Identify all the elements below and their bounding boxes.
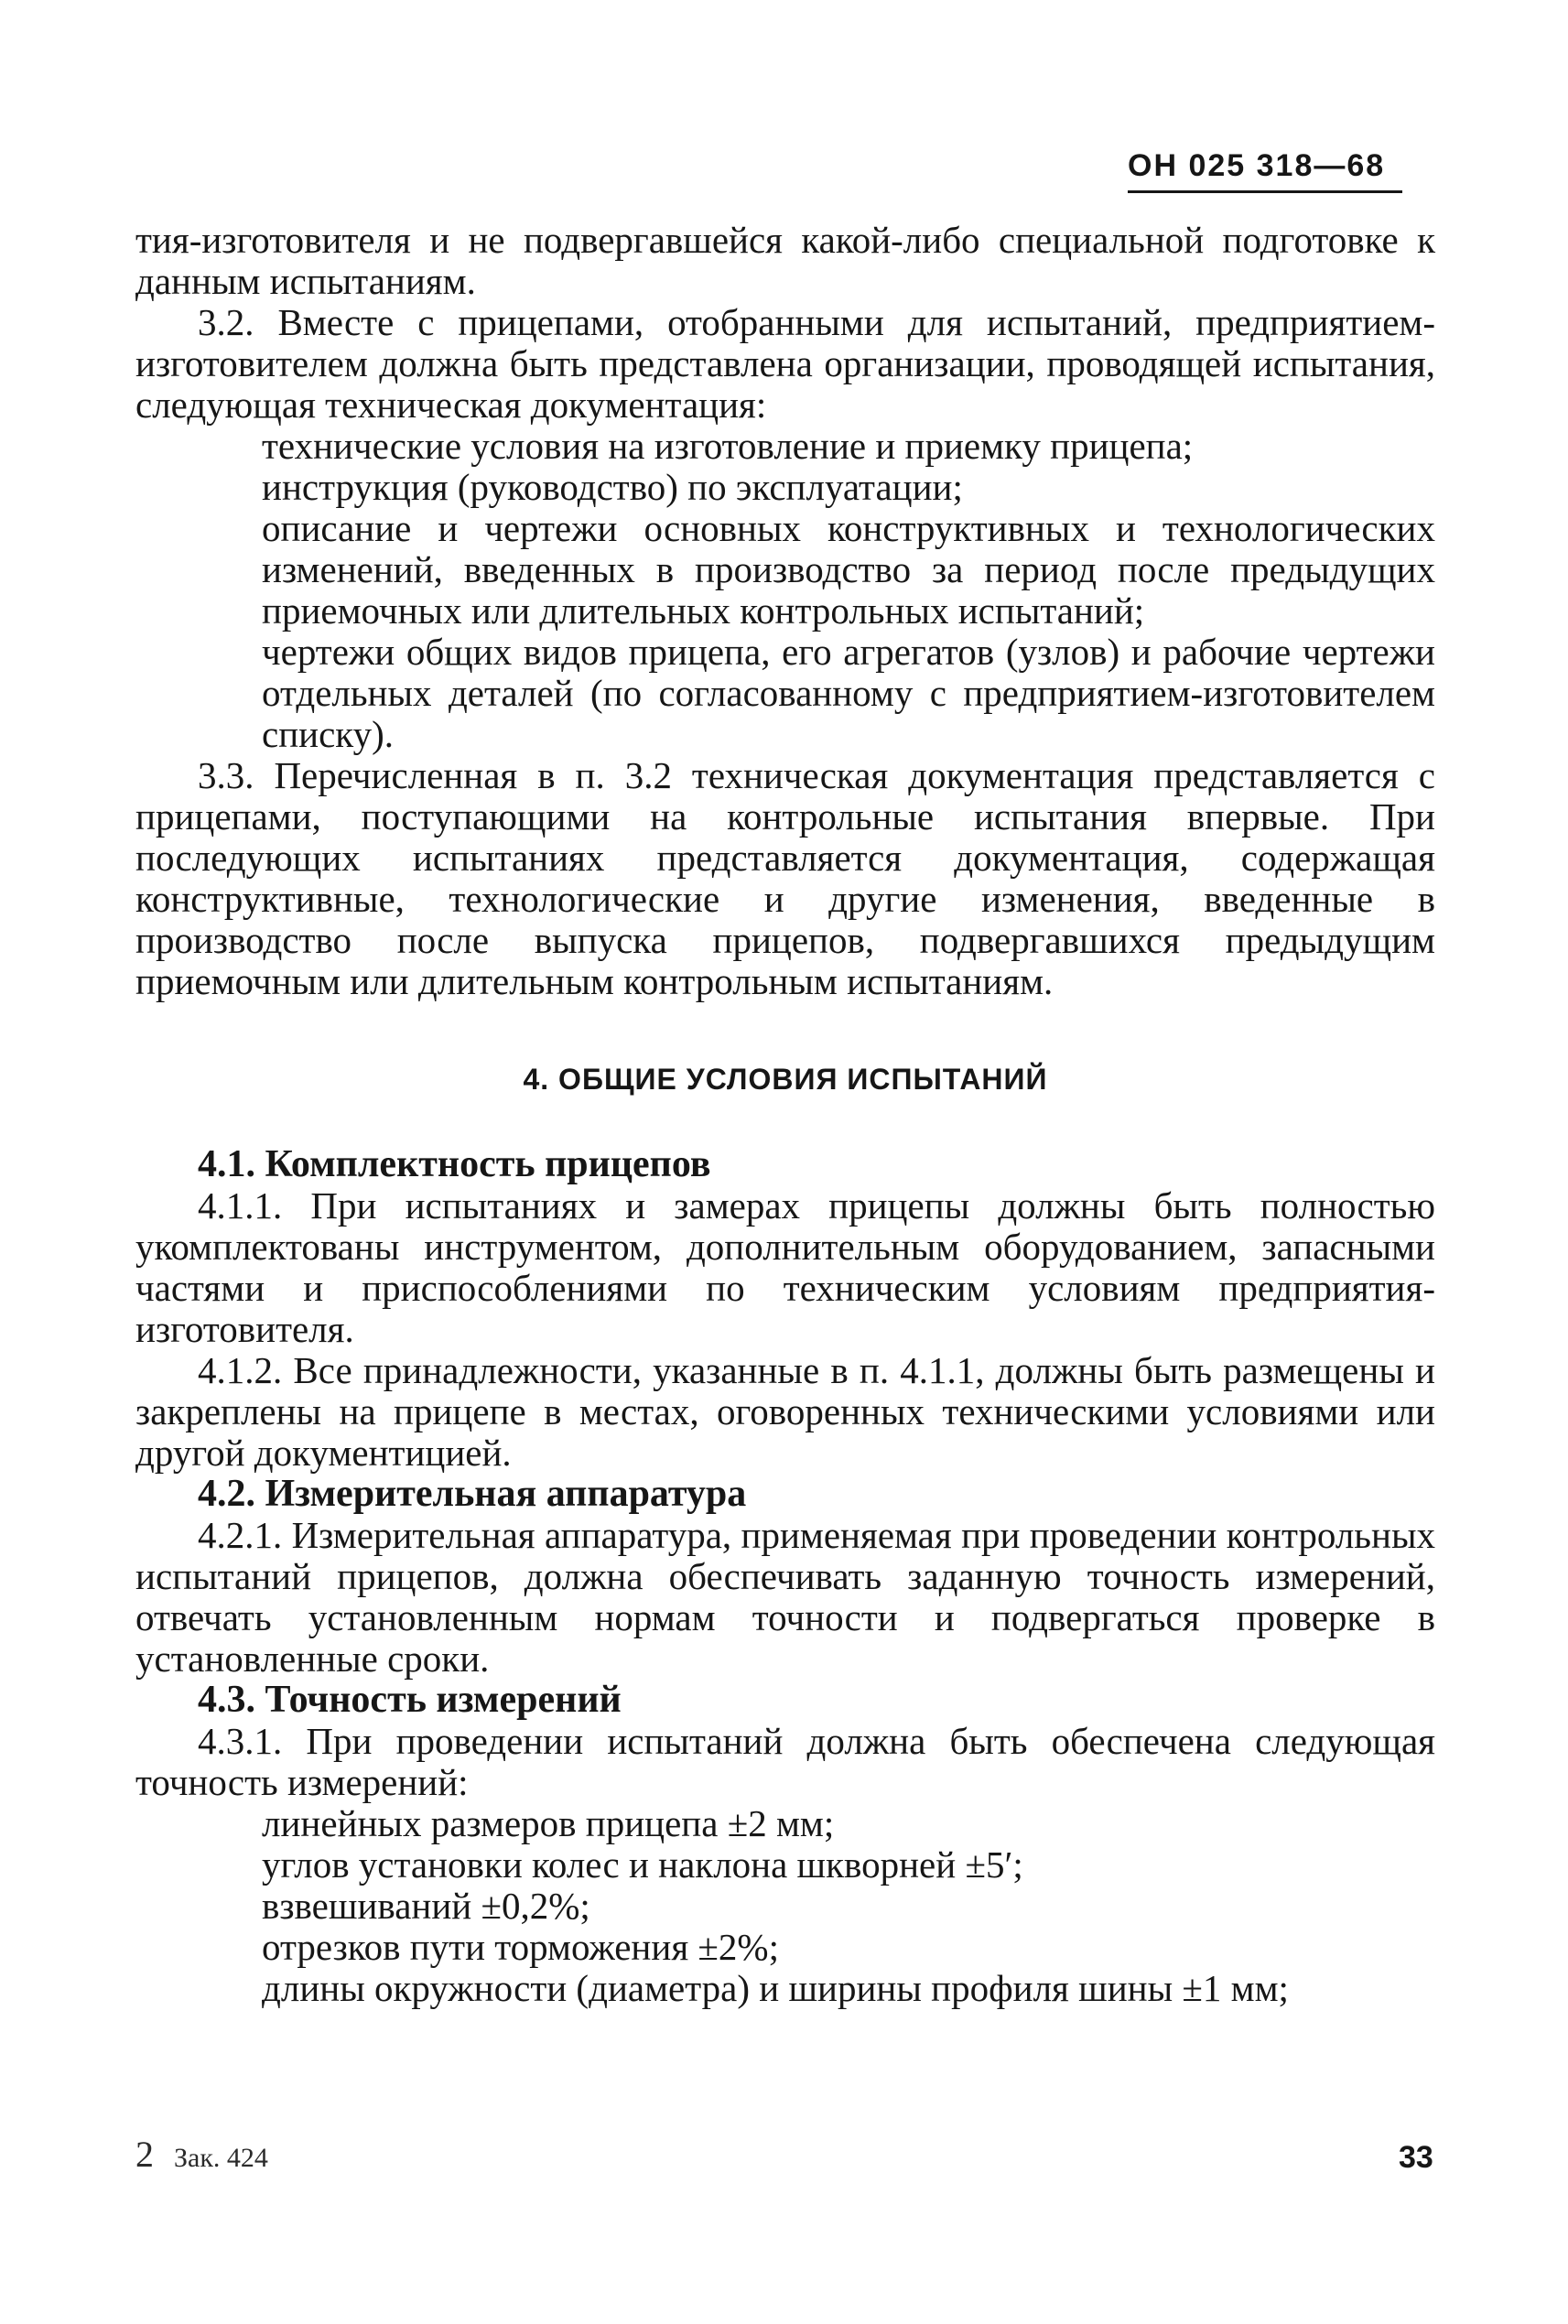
section-heading-4: 4. ОБЩИЕ УСЛОВИЯ ИСПЫТАНИЙ: [523, 1063, 1048, 1096]
paragraph-4-3-1: 4.3.1. При проведении испытаний должна быть обеспечена следующая точность измерений:: [135, 1720, 1435, 1803]
paragraph-continuation: тия-изготовителя и не подвергавшейся какой-либо специальной подготовке к данным испытаниям.: [135, 219, 1435, 302]
page-number: 33: [1399, 2140, 1433, 2175]
paragraph-4-2-1: 4.2.1. Измерительная аппаратура, применяемая при проведении контрольных испытаний прицепов, должна обеспечивать заданную точность измерений, отвечать установленным нормам точности и подвергаться проверке в установленные сроки.: [135, 1514, 1435, 1680]
header-rule: [1128, 190, 1402, 193]
subheading-4-2: 4.2. Измерительная аппаратура: [198, 1473, 747, 1515]
paragraph-3-3: 3.3. Перечисленная в п. 3.2 техническая документация представляется с прицепами, поступающими на контрольные испытания впервые. При последующих испытаниях представляется документация, содержащая конструктивные, технологические и другие изменения, введенные в производство после выпуска прицепов, подвергавшихся предыдущим приемочным или длительным контрольным испытаниям.: [135, 754, 1435, 1002]
signature-mark: 2: [135, 2134, 154, 2175]
list-item-4-3-1-2: углов установки колес и наклона шкворней ±5′;: [262, 1843, 1023, 1886]
paragraph-3-2: 3.2. Вместе с прицепами, отобранными для испытаний, предприятием-изготовителем должна быть представлена организации, проводящей испытания, следующая техническая документация:: [135, 301, 1435, 426]
document-code: ОН 025 318—68: [1128, 148, 1386, 183]
page-body: [135, 220, 1435, 2009]
list-item-4-3-1-4: отрезков пути торможения ±2%;: [262, 1926, 779, 1968]
order-number: Зак. 424: [174, 2143, 268, 2173]
list-item-4-3-1-3: взвешиваний ±0,2%;: [262, 1885, 590, 1927]
list-item-3-2-1: технические условия на изготовление и приемку прицепа;: [262, 425, 1194, 467]
paragraph-4-1-2: 4.1.2. Все принадлежности, указанные в п. 4.1.1, должны быть размещены и закреплены на прицепе в местах, оговоренных техническими условиями или другой документицией.: [135, 1349, 1435, 1474]
subheading-4-3: 4.3. Точность измерений: [198, 1679, 622, 1721]
footer-signature: [135, 2133, 268, 2176]
list-item-4-3-1-1: линейных размеров прицепа ±2 мм;: [262, 1802, 835, 1844]
list-item-4-3-1-5: длины окружности (диаметра) и ширины профиля шины ±1 мм;: [262, 1967, 1289, 2009]
list-item-3-2-2: инструкция (руководство) по эксплуатации;: [262, 466, 963, 508]
paragraph-4-1-1: 4.1.1. При испытаниях и замерах прицепы должны быть полностью укомплектованы инструментом, дополнительным оборудованием, запасными частями и приспособлениями по техническим условиям предприятия-изготовителя.: [135, 1184, 1435, 1350]
subheading-4-1: 4.1. Комплектность прицепов: [198, 1143, 711, 1185]
list-item-3-2-3: описание и чертежи основных конструктивных и технологических изменений, введенных в производство за период после предыдущих приемочных или длительных контрольных испытаний;: [262, 507, 1435, 632]
list-item-3-2-4: чертежи общих видов прицепа, его агрегатов (узлов) и рабочие чертежи отдельных деталей (по согласованному с предприятием-изготовителем списку).: [262, 631, 1435, 755]
